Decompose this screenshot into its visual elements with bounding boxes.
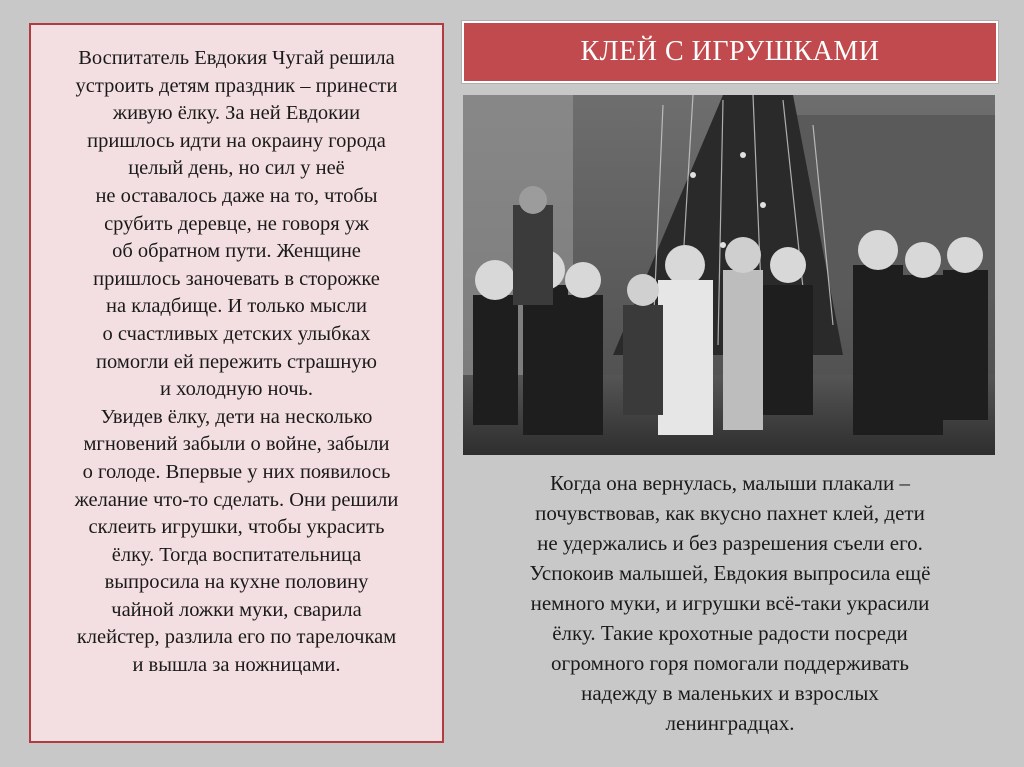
left-line: мгновений забыли о войне, забыли bbox=[83, 433, 390, 456]
left-text-panel bbox=[29, 23, 444, 743]
right-line: ленинградцах. bbox=[665, 711, 795, 735]
right-line: Успокоив малышей, Евдокия выпросила ещё bbox=[529, 561, 931, 585]
right-line: почувствовав, как вкусно пахнет клей, дети bbox=[535, 501, 925, 525]
left-line: ёлку. Тогда воспитательница bbox=[111, 543, 362, 566]
photo-illustration bbox=[463, 95, 995, 455]
left-line: клейстер, разлила его по тарелочкам bbox=[76, 626, 397, 649]
left-line: выпросила на кухне половину bbox=[104, 571, 369, 594]
left-line: о счастливых детских улыбках bbox=[102, 322, 371, 345]
left-line: не оставалось даже на то, чтобы bbox=[95, 184, 378, 207]
left-line: Увидев ёлку, дети на несколько bbox=[100, 405, 373, 428]
right-line: Когда она вернулась, малыши плакали – bbox=[549, 471, 910, 495]
left-line: устроить детям праздник – принести bbox=[75, 74, 398, 97]
left-line: пришлось идти на окраину города bbox=[87, 129, 386, 152]
left-line: о голоде. Впервые у них появилось bbox=[82, 460, 391, 483]
left-line: целый день, но сил у неё bbox=[128, 157, 345, 180]
left-line: пришлось заночевать в сторожке bbox=[93, 267, 380, 290]
left-line: живую ёлку. За ней Евдокии bbox=[112, 102, 361, 125]
left-line: желание что-то сделать. Они решили bbox=[74, 488, 399, 511]
left-line: срубить деревце, не говоря уж bbox=[104, 212, 369, 235]
left-line: и вышла за ножницами. bbox=[132, 654, 341, 677]
left-line: на кладбище. И только мысли bbox=[106, 295, 367, 318]
left-line: склеить игрушки, чтобы украсить bbox=[88, 516, 385, 539]
right-paragraph bbox=[470, 468, 990, 738]
right-line: ёлку. Такие крохотные радости посреди bbox=[552, 621, 908, 645]
right-line: немного муки, и игрушки всё-таки украсили bbox=[530, 591, 930, 615]
right-line: не удержались и без разрешения съели его. bbox=[537, 531, 923, 555]
left-line: чайной ложки муки, сварила bbox=[111, 598, 362, 621]
left-line: и холодную ночь. bbox=[160, 378, 313, 401]
right-line: огромного горя помогали поддерживать bbox=[550, 651, 910, 675]
left-paragraph bbox=[41, 45, 432, 680]
left-line: помогли ей пережить страшную bbox=[96, 350, 377, 373]
title-banner bbox=[462, 21, 998, 83]
left-line: Воспитатель Евдокия Чугай решила bbox=[78, 47, 395, 69]
left-line: об обратном пути. Женщине bbox=[112, 240, 361, 263]
page-title: КЛЕЙ С ИГРУШКАМИ bbox=[580, 36, 880, 67]
historical-photo bbox=[463, 95, 995, 455]
right-line: надежду в маленьких и взрослых bbox=[581, 681, 879, 705]
